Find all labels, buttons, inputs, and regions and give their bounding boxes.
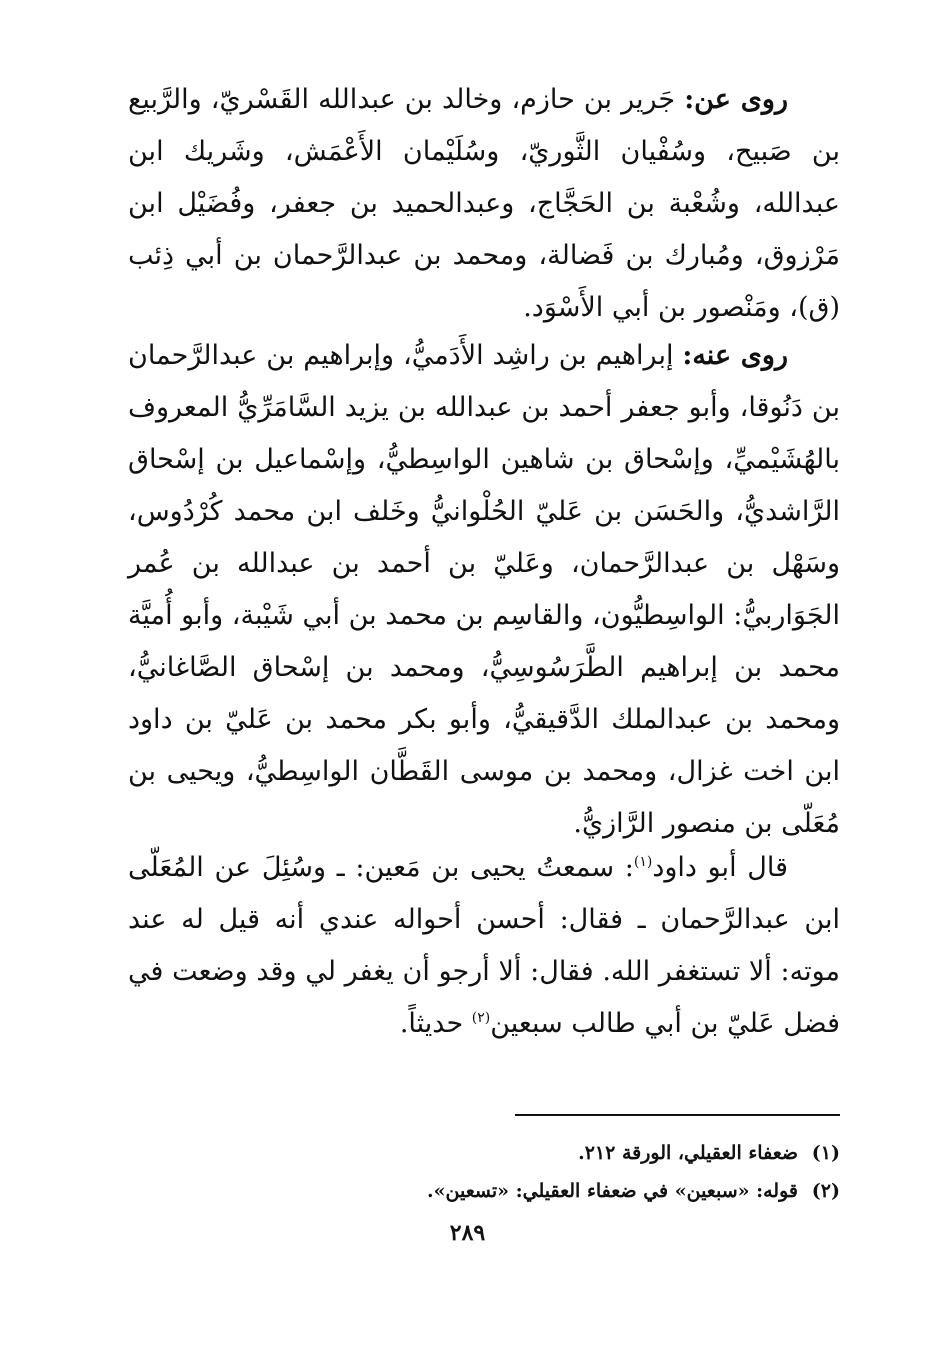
footnote-ref-2[interactable]: (٢) [471, 1010, 491, 1026]
footnote-ref-1[interactable]: (١) [633, 854, 653, 870]
paragraph-text: قال أبو داود [652, 852, 788, 883]
page-number: ٢٨٩ [449, 1220, 486, 1246]
abu-dawud-quote-section [128, 842, 840, 1050]
footnote-divider [515, 1114, 840, 1116]
paragraph-text: جَرير بن حازم، وخالد بن عبدالله القَسْريّ، والرَّبيع بن صَبيح، وسُفْيان الثَّوريّ، وسُلَيْمان الأَعْمَش، وشَريك ابن عبدالله، وشُعْبة بن الحَجَّاج، وعبدالحميد بن جعفر، وفُضَيْل ابن مَرْزوق، ومُبارك بن فَضالة، ومحمد بن عبدالرَّحمان بن أبي ذِئب (ق)، ومَنْصور بن أبي الأَسْوَد. [128, 84, 840, 323]
paragraph-abu-dawud [128, 842, 840, 1050]
paragraph-text: حديثاً. [399, 1008, 472, 1039]
footnote-number: (١) [811, 1142, 840, 1164]
paragraph-narrated-from [128, 74, 840, 334]
footnote-number: (٢) [811, 1180, 840, 1202]
paragraph-text: إبراهيم بن راشِد الأَدَميُّ، وإبراهيم بن عبدالرَّحمان بن دَنُوقا، وأبو جعفر أحمد بن عبدالله بن يزيد السَّامَرِّيُّ المعروف بالهُشَيْميِّ، وإسْحاق بن شاهين الواسِطيُّ، وإسْماعيل بن إسْحاق الرَّاشديُّ، والحَسَن بن عَليّ الحُلْوانيُّ وخَلف ابن محمد كُرْدُوس، وسَهْل بن عبدالرَّحمان، وعَليّ بن أحمد بن عبدالله بن عُمر الجَوَاربيُّ: الواسِطيُّون، والقاسِم بن محمد بن أبي شَيْبة، وأبو أُميَّة محمد بن إبراهيم الطَّرَسُوسِيُّ، ومحمد بن إسْحاق الصَّاغانيُّ، ومحمد بن عبدالملك الدَّقيقيُّ، وأبو بكر محمد بن عَليّ بن داود ابن اخت غزال، ومحمد بن موسى القَطَّان الواسِطيُّ، ويحيى بن مُعَلّى بن منصور الرَّازيُّ. [128, 340, 840, 839]
footnote-text: قوله: «سبعين» في ضعفاء العقيلي: «تسعين». [427, 1180, 798, 1202]
narrated-from-section [128, 74, 840, 334]
paragraph-lead: روى عن: [684, 84, 788, 115]
paragraph-text: : سمعتُ يحيى بن مَعين: ـ وسُئِلَ عن المُعَلّى ابن عبدالرَّحمان ـ فقال: أحسن أحواله عندي أنه قيل له عند موته: ألا تستغفر الله. فقال: ألا أرجو أن يغفر لي وقد وضعت في فضل عَليّ بن أبي طالب سبعين [128, 852, 840, 1039]
footnote-2 [300, 1172, 840, 1210]
narrated-by-section [128, 330, 840, 850]
footnote-1 [300, 1134, 840, 1172]
paragraph-lead: روى عنه: [682, 340, 788, 371]
footnote-text: ضعفاء العقيلي، الورقة ٢١٢. [578, 1142, 798, 1164]
footnotes [300, 1134, 840, 1210]
paragraph-narrated-by [128, 330, 840, 850]
